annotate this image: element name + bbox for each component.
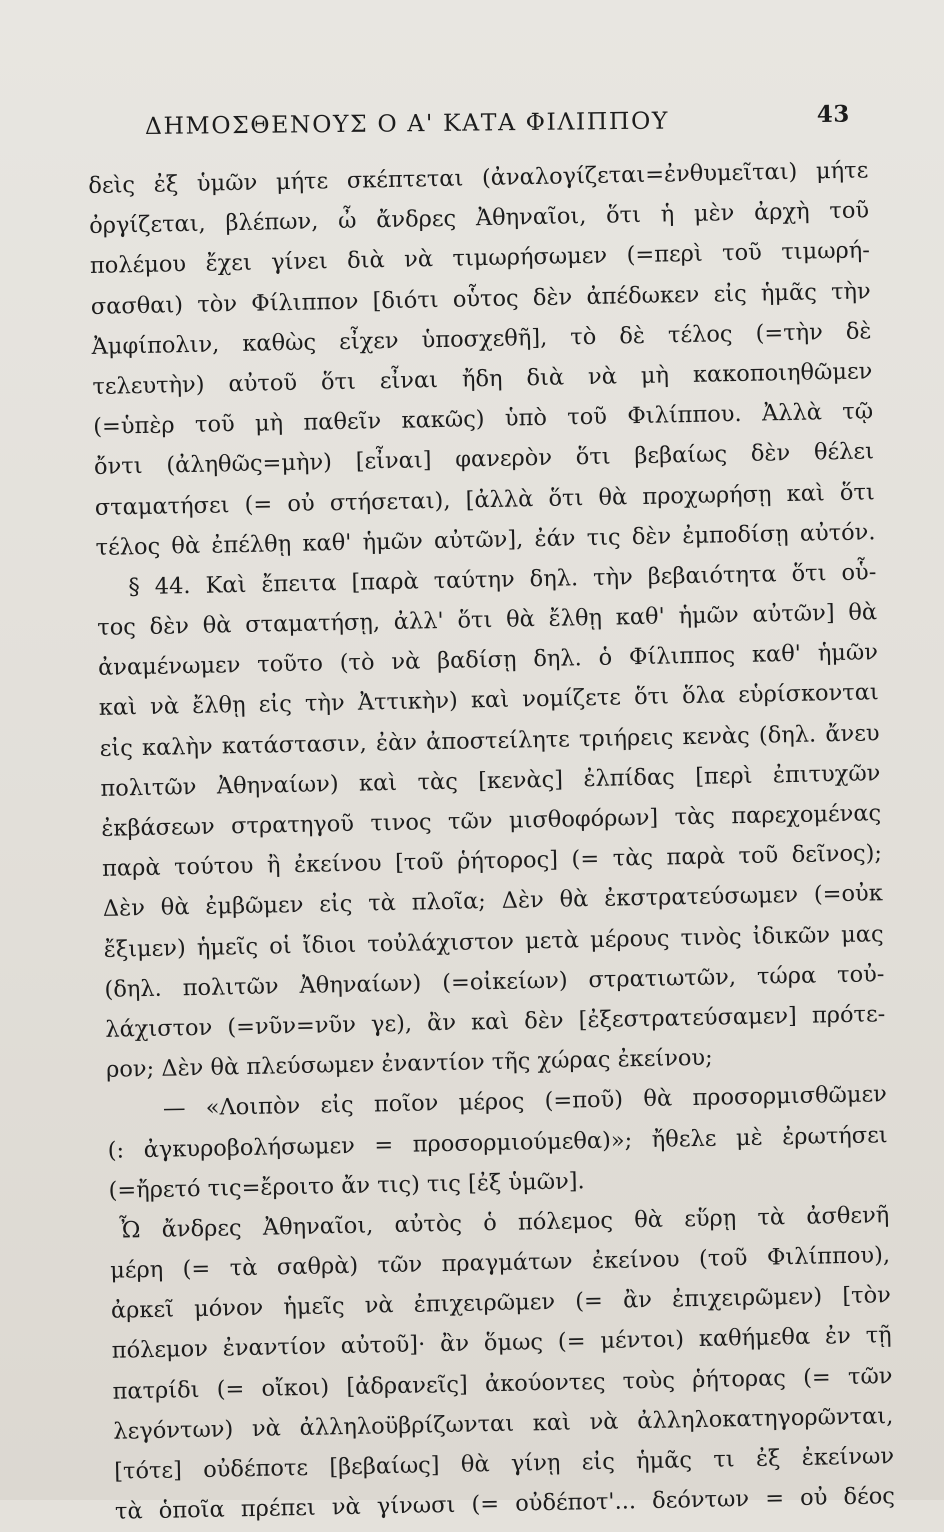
text-line: τελευτὴν) αὐτοῦ ὅτι εἶναι ἤδη διὰ νὰ μὴ κακοποιηθῶμεν	[92, 358, 873, 400]
text-line: ρον; Δὲν θὰ πλεύσωμεν ἐναντίον τῆς χώρας ἐκείνου;	[105, 1044, 713, 1083]
text-line: (=ὑπὲρ τοῦ μὴ παθεῖν κακῶς) ὑπὸ τοῦ Φιλίππου. Ἀλλὰ τῷ	[92, 398, 874, 441]
text-line: πολιτῶν Ἀθηναίων) καὶ τὰς [κενὰς] ἐλπίδας [περὶ ἐπιτυχῶν	[100, 760, 881, 802]
paragraph-start: Ὦ ἄνδρες Ἀθηναῖοι, αὐτὸς ὁ πόλεμος θὰ εὕρῃ τὰ ἀσθενῆ	[119, 1202, 890, 1244]
section-44-start: § 44. Καὶ ἔπειτα [παρὰ ταύτην δηλ. τὴν βεβαιότητα ὅτι οὗ-	[128, 559, 877, 601]
text-line: [τότε] οὐδέποτε [βεβαίως] θὰ γίνῃ εἰς ἡμᾶς τι ἐξ ἐκείνων	[113, 1443, 895, 1485]
text-line: λεγόντων) νὰ ἀλληλοϋβρίζωνται καὶ νὰ ἀλληλοκατηγορῶνται,	[113, 1402, 894, 1445]
text-line: πόλεμον ἐναντίον αὐτοῦ]· ἂν ὅμως (= μέντοι) καθήμεθα ἐν τῇ	[111, 1322, 892, 1365]
text-line: σταματήσει (= οὐ στήσεται), [ἀλλὰ ὅτι θὰ προχωρήσῃ καὶ ὅτι	[94, 478, 875, 521]
text-line: ἀναμένωμεν τοῦτο (τὸ νὰ βαδίσῃ δηλ. ὁ Φίλιππος καθ' ἡμῶν	[97, 639, 879, 682]
page-header-title: ΔΗΜΟΣΘΕΝΟΥΣ Ο Α' ΚΑΤΑ ΦΙΛΙΠΠΟΥ	[144, 106, 670, 140]
text-line: (=ἤρετό τις=ἔροιτο ἄν τις) τις [ἐξ ὑμῶν].	[108, 1167, 585, 1204]
text-line: ὀργίζεται, βλέπων, ὦ ἄνδρες Ἀθηναῖοι, ὅτι ἡ μὲν ἀρχὴ τοῦ	[88, 197, 870, 240]
text-line: μέρη (= τὰ σαθρὰ) τῶν πραγμάτων ἐκείνου (τοῦ Φιλίππου),	[109, 1242, 891, 1284]
text-line: παρὰ τούτου ἢ ἐκείνου [τοῦ ῥήτορος] (= τὰς παρὰ τοῦ δεῖνος);	[101, 840, 883, 883]
text-line: σασθαι) τὸν Φίλιππον [διότι οὗτος δὲν ἀπέδωκεν εἰς ἡμᾶς τὴν	[90, 277, 871, 320]
dialogue-line: — «Λοιπὸν εἰς ποῖον μέρος (=ποῦ) θὰ προσορμισθῶμεν	[162, 1081, 888, 1122]
text-line: ἐκβάσεων στρατηγοῦ τινος τῶν μισθοφόρων] τὰς παρεχομένας	[101, 800, 882, 842]
text-line: ἀρκεῖ μόνον ἡμεῖς νὰ ἐπιχειρῶμεν (= ἂν ἐπιχειρῶμεν) [τὸν	[110, 1282, 892, 1325]
text-line: Δὲν θὰ ἐμβῶμεν εἰς τὰ πλοῖα; Δὲν θὰ ἐκστρατεύσωμεν (=οὐκ	[102, 880, 884, 923]
text-line: δεὶς ἐξ ὑμῶν μήτε σκέπτεται (ἀναλογίζεται=ἐνθυμεῖται) μήτε	[88, 157, 869, 199]
text-line: τέλος θὰ ἐπέλθῃ καθ' ἡμῶν αὐτῶν], ἐάν τις δὲν ἐμποδίσῃ αὐτόν.	[95, 518, 876, 561]
text-line: πολέμου ἔχει γίνει διὰ νὰ τιμωρήσωμεν (=περὶ τοῦ τιμωρή-	[89, 237, 871, 280]
text-line: ὄντι (ἀληθῶς=μὴν) [εἶναι] φανερὸν ὅτι βεβαίως δὲν θέλει	[93, 438, 875, 481]
body-text	[88, 150, 895, 1532]
text-line: (δηλ. πολιτῶν Ἀθηναίων) (=οἰκείων) στρατιωτῶν, τώρα τοὐ-	[104, 960, 885, 1003]
text-line: (: ἀγκυροβολήσωμεν = προσορμιούμεθα)»; ἤθελε μὲ ἐρωτήσει	[107, 1121, 888, 1164]
text-line: λάχιστον (=νῦν=νῦν γε), ἂν καὶ δὲν [ἐξεστρατεύσαμεν] πρότε-	[105, 1001, 886, 1043]
text-line: τος δὲν θὰ σταματήσῃ, ἀλλ' ὅτι θὰ ἔλθῃ καθ' ἡμῶν αὐτῶν] θὰ	[97, 599, 878, 641]
running-head	[144, 100, 850, 152]
text-line: τὰ ὁποῖα πρέπει νὰ γίνωσι (= οὐδέποτ'... δεόντων = οὐ δέος	[114, 1483, 896, 1525]
text-line: καὶ νὰ ἔλθῃ εἰς τὴν Ἀττικὴν) καὶ νομίζετε ὅτι ὅλα εὑρίσκονται	[98, 679, 879, 722]
text-line: Ἀμφίπολιν, καθὼς εἶχεν ὑποσχεθῆ], τὸ δὲ τέλος (=τὴν δὲ	[91, 318, 872, 360]
text-line: ἔξιμεν) ἡμεῖς οἱ ἴδιοι τοὐλάχιστον μετὰ μέρους τινὸς ἰδικῶν μας	[103, 920, 884, 963]
text-line: πατρίδι (= οἴκοι) [ἀδρανεῖς] ἀκούοντες τοὺς ῥήτορας (= τῶν	[112, 1362, 893, 1405]
page-number: 43	[816, 100, 850, 128]
text-line: εἰς καλὴν κατάστασιν, ἐὰν ἀποστείλητε τριήρεις κενὰς (δηλ. ἄνευ	[99, 719, 880, 762]
